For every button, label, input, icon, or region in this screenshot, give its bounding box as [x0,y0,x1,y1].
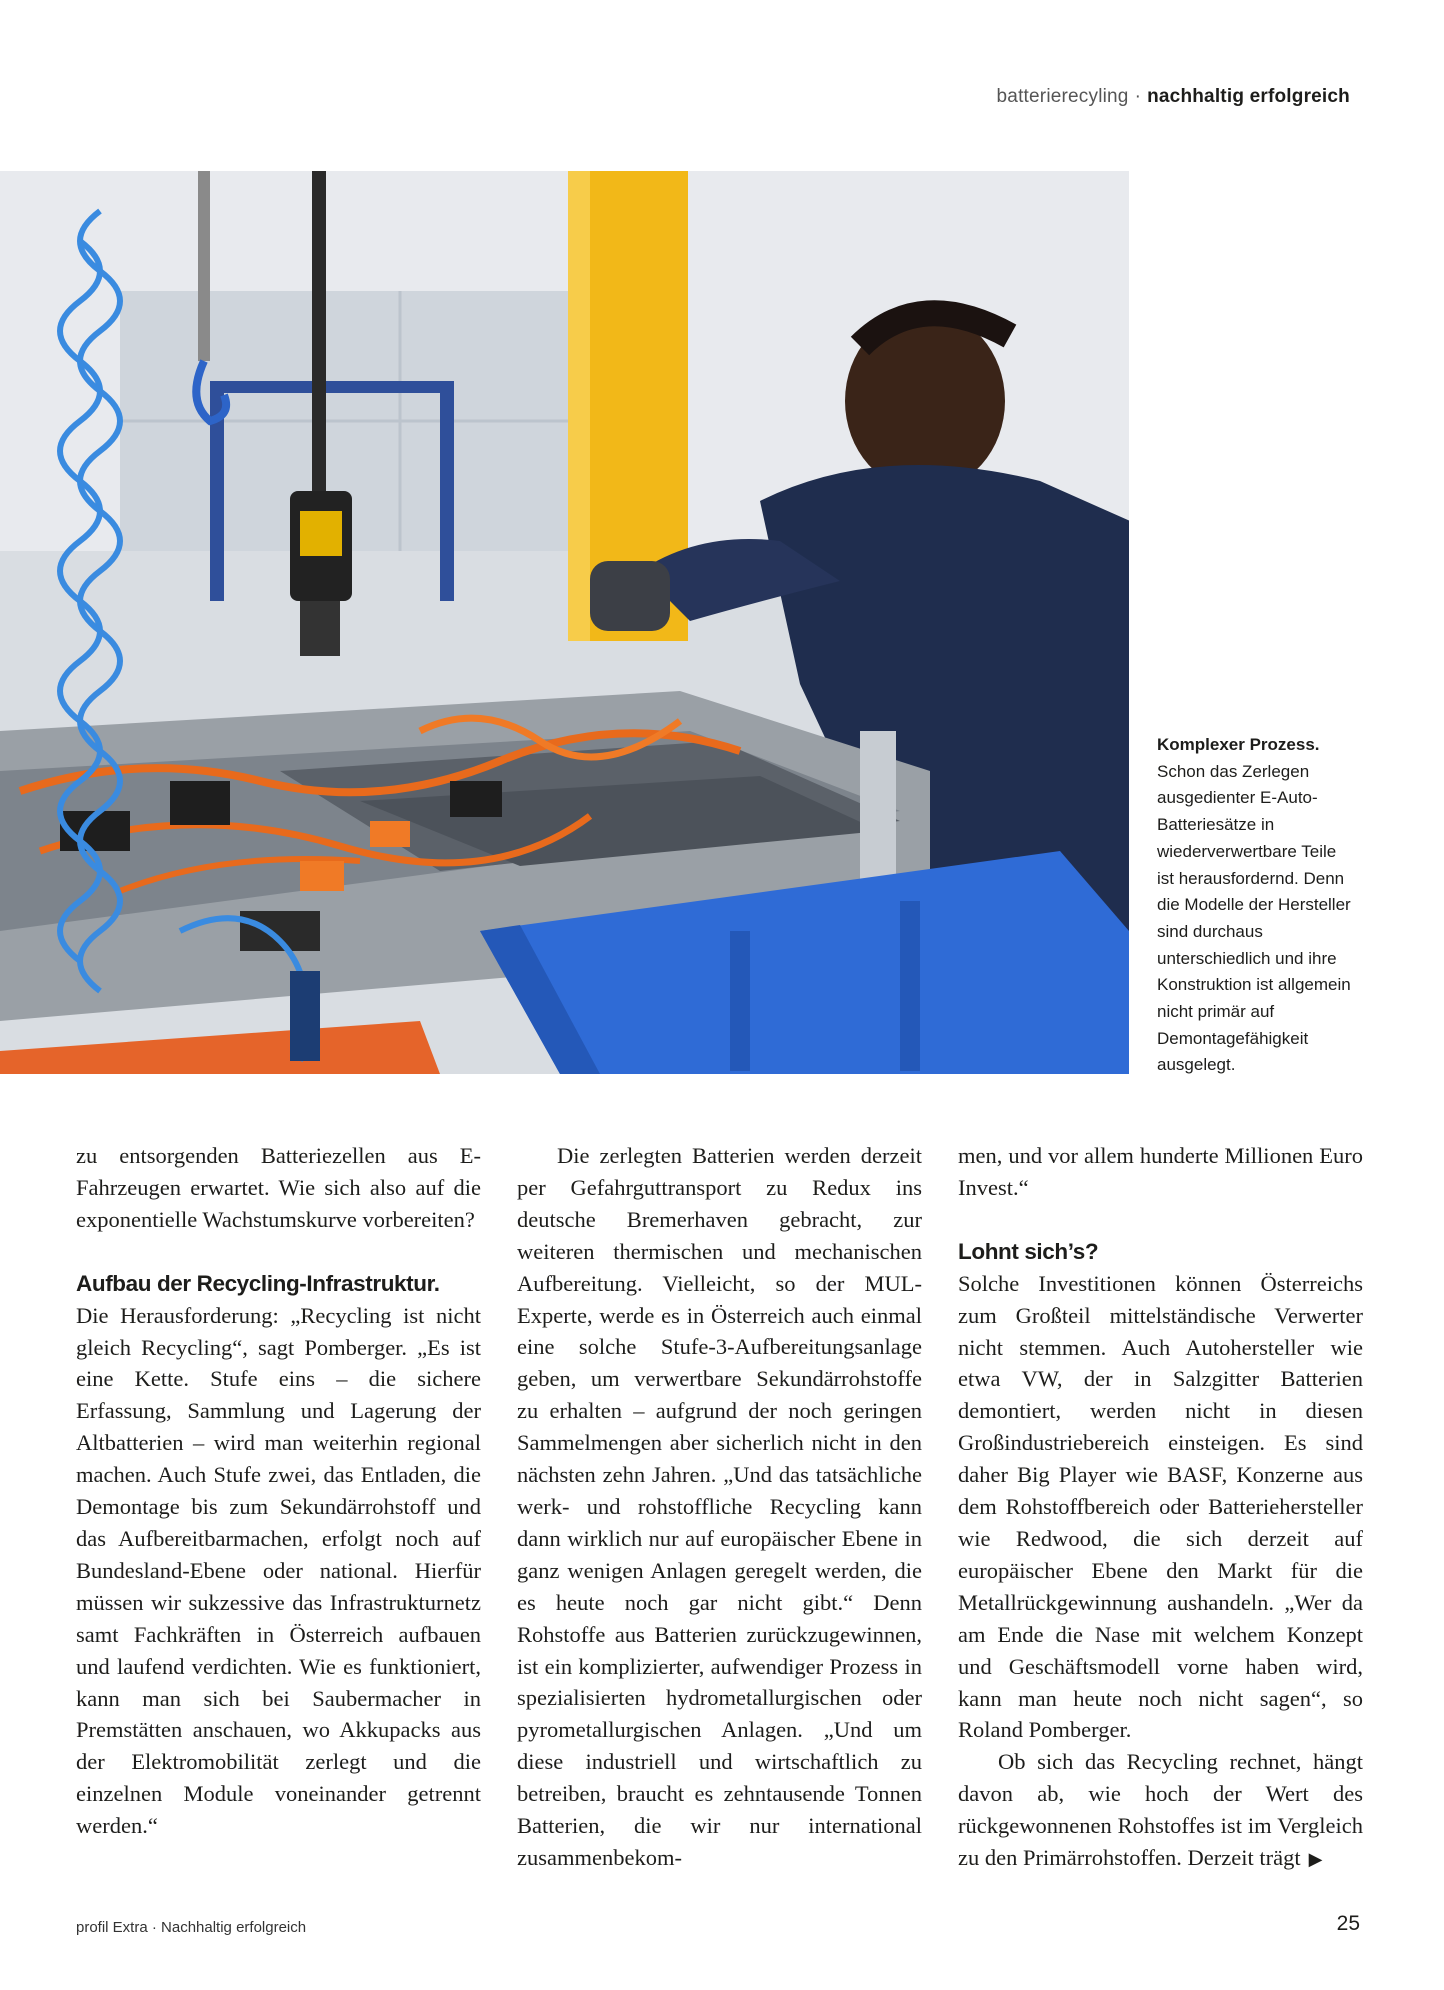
column3-paragraph-3 [958,1746,1363,1876]
battery-disassembly-photo [0,171,1129,1074]
column3-paragraph-2: Solche Investitionen können Österreichs zum Großteil mittelständische Verwerter nicht stemmen. Auch Autohersteller wie etwa VW, der in Salzgitter Batterien demontiert, werden nicht in diesen Großindustriebereich einsteigen. Es sind daher Big Player wie BASF, Konzerne aus dem Rohstoffbereich oder Batteriehersteller wie Redwood, die sich derzeit auf europäischer Ebene den Markt für die Metallrückgewinnung aushandeln. „Wer da am Ende die Nase mit welchem Konzept und Geschäftsmodell vorne haben wird, kann man heute noch nicht sagen“, so Roland Pomberger. [958,1270,1363,1743]
column3-paragraph-3-text: Ob sich das Recycling rechnet, hängt davon ab, wie hoch der Wert des rückgewonnenen Rohstoffes ist im Vergleich zu den Primärrohstoffen. Derzeit trägt [958,1749,1363,1871]
header-separator: · [1134,86,1142,107]
article-photo [0,171,1129,1074]
header-topic: batterierecyling [996,86,1129,107]
continue-arrow-icon: ▶ [1308,1849,1323,1870]
header-title: nachhaltig erfolgreich [1147,86,1350,107]
photo-caption [1157,732,1357,1079]
column2-paragraph-1: Die zerlegten Batterien werden derzeit per Gefahrguttransport zu Redux ins deutsche Bremerhaven gebracht, zur weiteren thermischen und mechanischen Aufbereitung. Vielleicht, so der MUL-Experte, werde es in Österreich auch einmal eine solche Stufe-3-Aufbereitungsanlage geben, um verwertbare Sekundärrohstoffe zu erhalten – aufgrund der noch geringen Sammelmengen aber sicherlich nicht in den nächsten zehn Jahren. „Und das tatsächliche werk- und rohstoffliche Recycling kann dann wirklich nur auf europäischer Ebene in ganz wenigen Anlagen geregelt werden, die es heute noch gar nicht gibt.“ Denn Rohstoffe aus Batterien zurückzugewinnen, ist ein komplizierter, aufwendiger Prozess in spezialisierten hydrometallurgischen oder pyrometallurgischen Anlagen. „Und um diese industriell und wirtschaftlich zu betreiben, braucht es zehntausende Tonnen Batterien, die wir nur international zusammenbekom- [517,1143,922,1870]
column1-paragraph-1: zu entsorgenden Batteriezellen aus E-Fahrzeugen erwartet. Wie sich also auf die exponentielle Wachstumskurve vorbereiten? [76,1143,481,1232]
article-column-3 [958,1140,1363,1876]
article-column-2 [517,1140,922,1874]
column1-paragraph-2: Die Herausforderung: „Recycling ist nicht gleich Recycling“, sagt Pomberger. „Es ist eine Kette. Stufe eins – die sichere Erfassung, Sammlung und Lagerung der Altbatterien – wird man weiterhin regional machen. Auch Stufe zwei, das Entladen, die Demontage bis zum Sekundärrohstoff und das Aufbereitbarmachen, erfolgt noch auf Bundesland-Ebene oder national. Hierfür müssen wir sukzessive das Infrastrukturnetz samt Fachkräften in Österreich aufbauen und laufend verdichten. Wie es funktioniert, kann man sich bei Saubermacher in Premstätten anschauen, wo Akkupacks aus der Elektromobilität zerlegt und die einzelnen Module voneinander getrennt werden.“ [76,1302,481,1839]
caption-text: Schon das Zerlegen ausgedienter E-Auto-Batteriesätze in wiederverwertbare Teile ist herausfordernd. Denn die Modelle der Hersteller sind durchaus unterschiedlich und ihre Konstruktion ist allgemein nicht primär auf Demontagefähigkeit ausgelegt. [1157,761,1351,1075]
caption-title: Komplexer Prozess. [1157,735,1320,754]
column1-subheading: Aufbau der Recycling-Infrastruktur. [76,1270,440,1296]
footer-publication: profil Extra · Nachhaltig erfolgreich [76,1919,307,1936]
header-kicker [997,86,1350,108]
page-number: 25 [1336,1912,1360,1935]
column3-subheading: Lohnt sich’s? [958,1238,1099,1264]
article-column-1 [76,1140,481,1842]
column3-paragraph-1: men, und vor allem hunderte Millionen Euro Invest.“ [958,1143,1363,1200]
